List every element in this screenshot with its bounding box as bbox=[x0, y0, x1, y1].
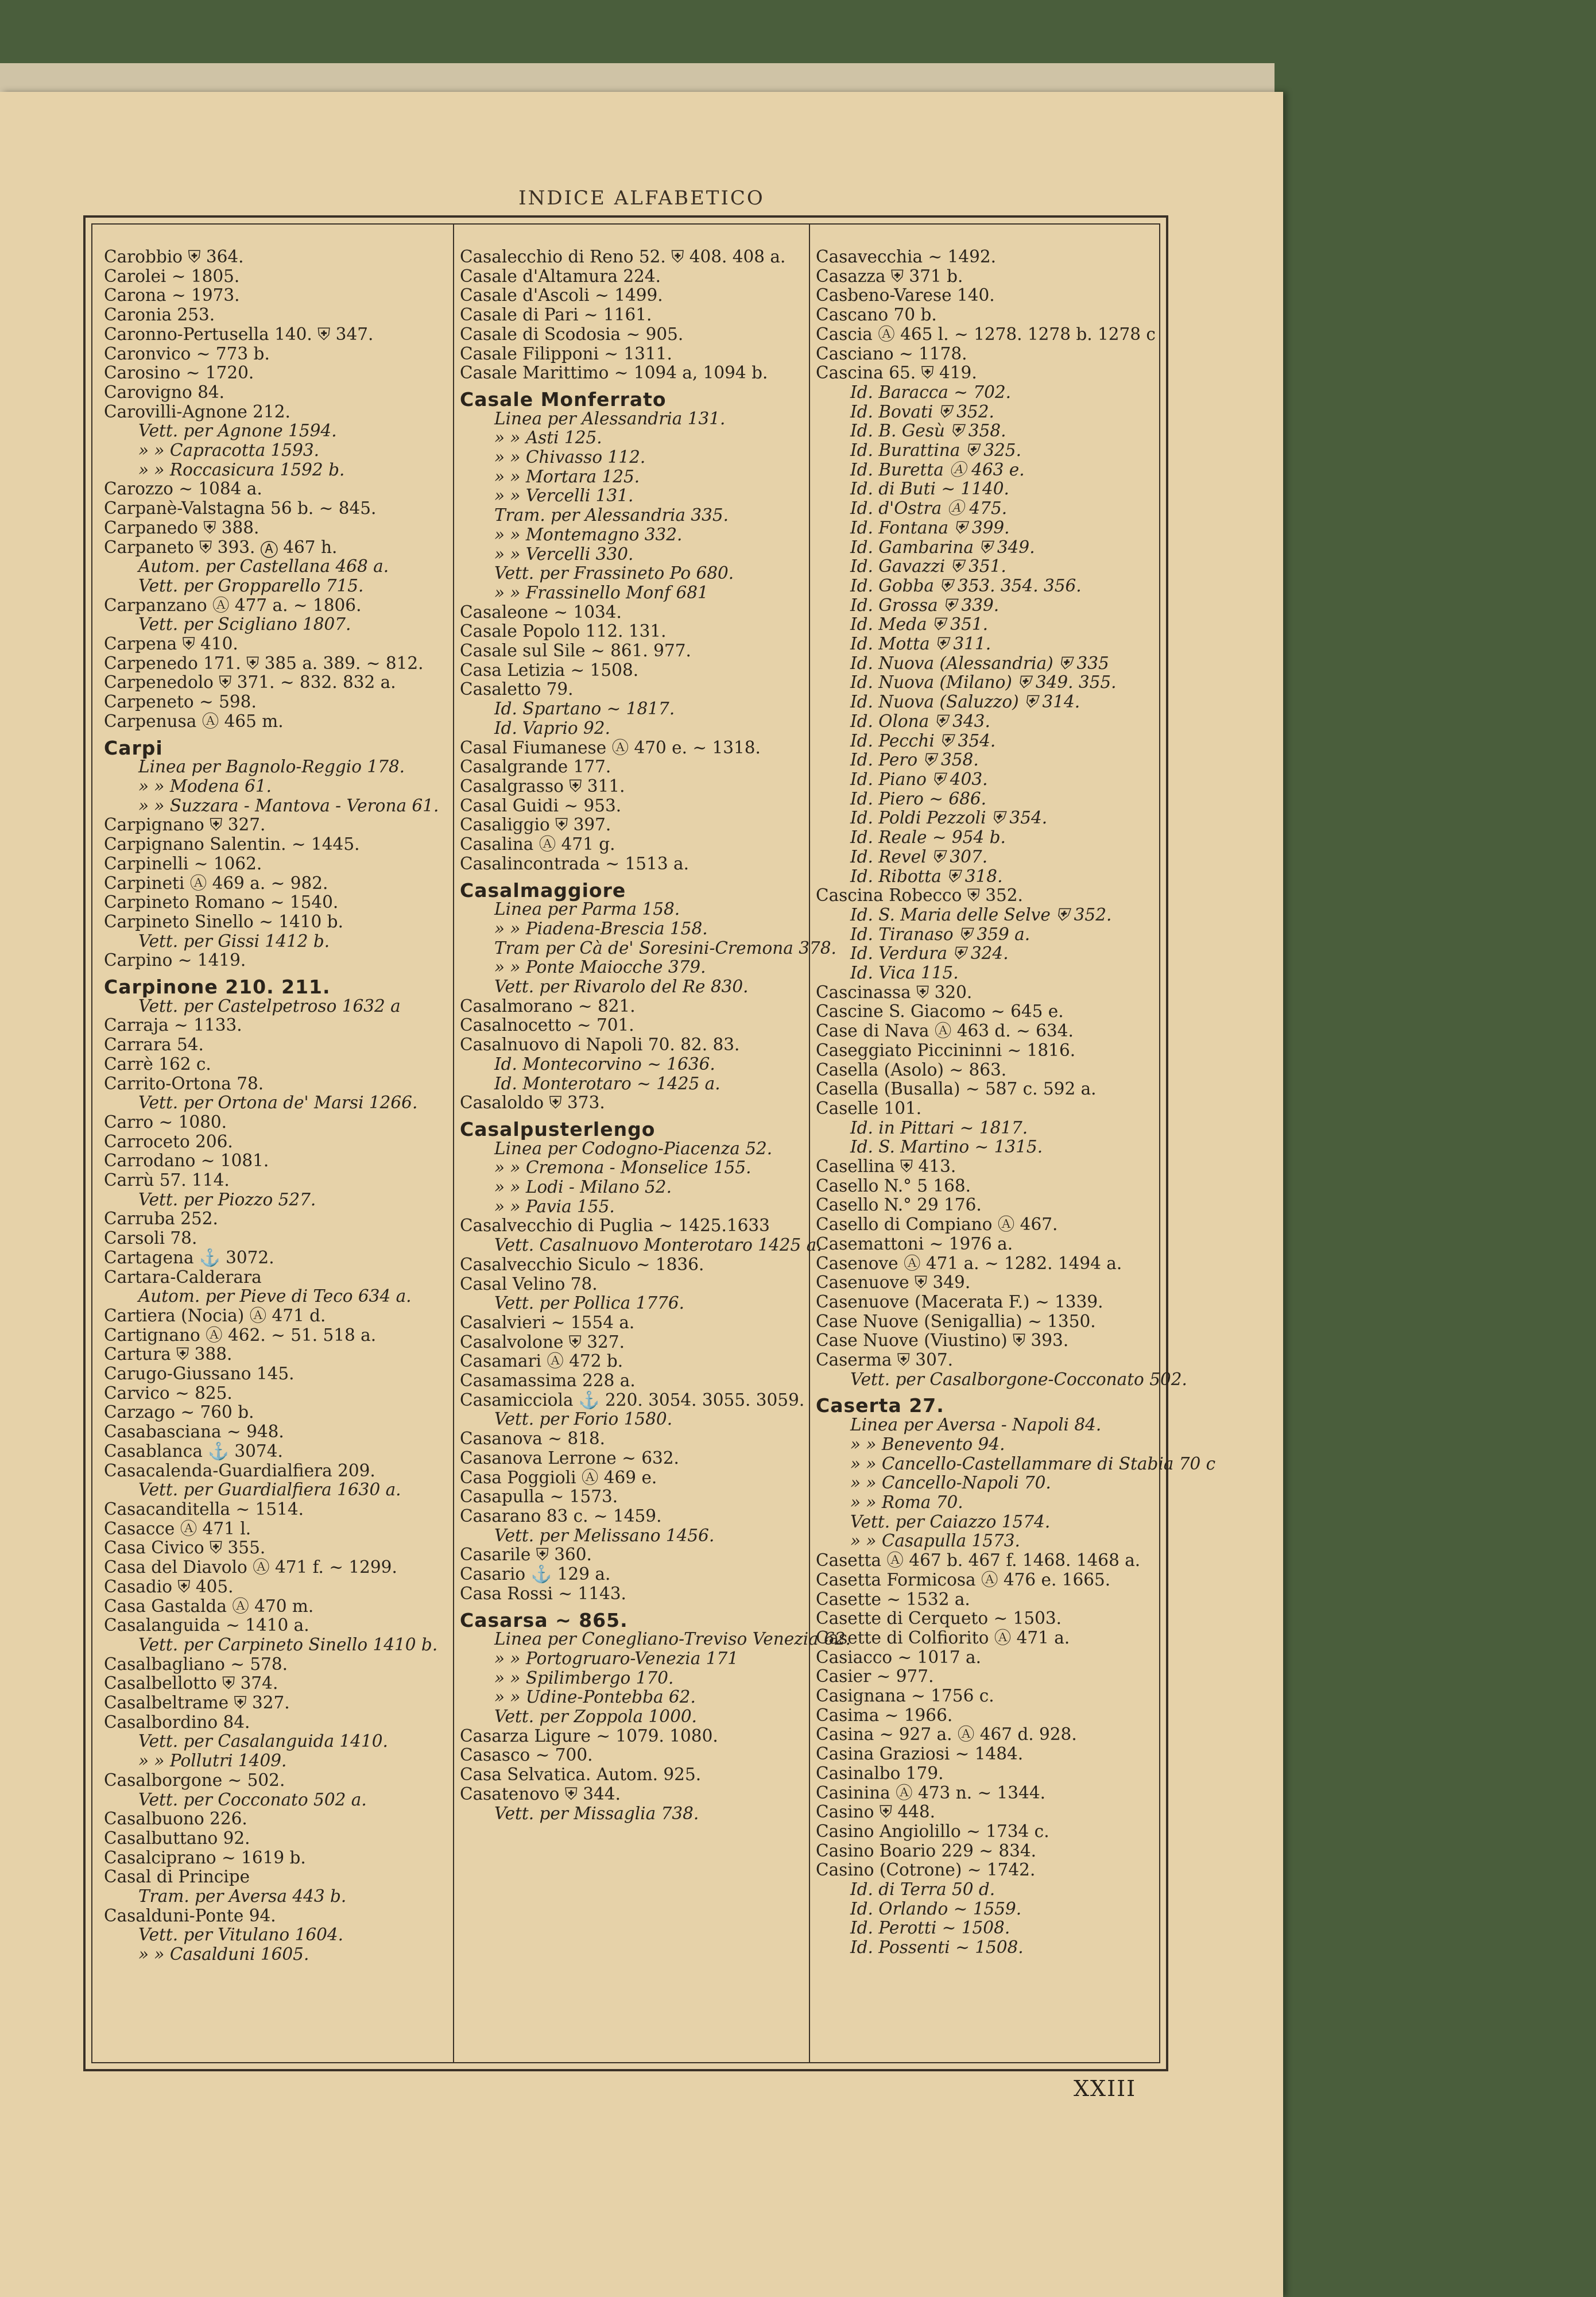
index-entry: Cartagena ⚓ 3072. bbox=[104, 1247, 274, 1267]
index-entry: Carraja ~ 1133. bbox=[104, 1015, 242, 1035]
index-entry: Casa Gastalda Ⓐ 470 m. bbox=[104, 1596, 314, 1616]
index-entry: » » Piadena-Brescia 158. bbox=[494, 918, 708, 938]
index-entry: Autom. per Castellana 468 a. bbox=[138, 556, 389, 577]
index-entry: » » Mortara 125. bbox=[494, 466, 640, 486]
index-entry: Carpinelli ~ 1062. bbox=[104, 853, 262, 873]
index-entry: Linea per Aversa - Napoli 84. bbox=[850, 1415, 1102, 1435]
index-entry: Vett. per Frassineto Po 680. bbox=[494, 563, 734, 583]
index-entry: Casalborgone ~ 502. bbox=[104, 1770, 285, 1790]
index-entry: » » Pollutri 1409. bbox=[138, 1751, 287, 1771]
index-entry: Carrito-Ortona 78. bbox=[104, 1073, 264, 1093]
index-entry: Casalbellotto ⛨ 374. bbox=[104, 1673, 278, 1693]
index-entry: Casale d'Ascoli ~ 1499. bbox=[460, 285, 663, 306]
index-entry: Casier ~ 977. bbox=[816, 1666, 934, 1687]
index-entry: Casalduni-Ponte 94. bbox=[104, 1905, 276, 1925]
index-heading: Casalpusterlengo bbox=[460, 1117, 656, 1140]
index-entry: Casalincontrada ~ 1513 a. bbox=[460, 853, 689, 873]
index-entry: Casamassima 228 a. bbox=[460, 1371, 636, 1391]
index-entry: Id. Pecchi ⛨ 354. bbox=[850, 730, 996, 751]
index-entry: Casbeno-Varese 140. bbox=[816, 285, 995, 306]
index-entry: Casa Poggioli Ⓐ 469 e. bbox=[460, 1467, 657, 1487]
index-entry: Casalina Ⓐ 471 g. bbox=[460, 834, 615, 854]
index-entry: Casella (Asolo) ~ 863. bbox=[816, 1059, 1007, 1080]
index-entry: Vett. per Guardialfiera 1630 a. bbox=[138, 1480, 401, 1500]
index-entry: Carozzo ~ 1084 a. bbox=[104, 479, 262, 499]
index-heading: Casale Monferrato bbox=[460, 388, 667, 411]
index-entry: Caseggiato Piccininni ~ 1816. bbox=[816, 1040, 1076, 1060]
index-entry: » » Benevento 94. bbox=[850, 1434, 1005, 1454]
index-entry: Id. Ribotta ⛨ 318. bbox=[850, 866, 1003, 886]
index-entry: Vett. per Agnone 1594. bbox=[138, 421, 337, 441]
index-entry: Casette di Colfiorito Ⓐ 471 a. bbox=[816, 1627, 1070, 1648]
index-entry: Id. d'Ostra Ⓐ 475. bbox=[850, 498, 1008, 519]
index-entry: Id. S. Maria delle Selve ⛨ 352. bbox=[850, 904, 1112, 925]
index-entry: Vett. per Forio 1580. bbox=[494, 1409, 673, 1429]
index-frame-inner bbox=[91, 223, 1216, 2063]
index-entry: Vett. per Casalanguida 1410. bbox=[138, 1731, 388, 1751]
index-entry: Id. Tiranaso ⛨ 359 a. bbox=[850, 924, 1031, 944]
index-entry: Id. Burattina ⛨ 325. bbox=[850, 440, 1021, 461]
index-entry: » » Pavia 155. bbox=[494, 1196, 615, 1216]
index-entry: Cartura ⛨ 388. bbox=[104, 1344, 233, 1364]
index-entry: Carobbio ⛨ 364. bbox=[104, 247, 244, 266]
index-entry: Carvico ~ 825. bbox=[104, 1383, 233, 1403]
index-entry: Cartiera (Nocia) Ⓐ 471 d. bbox=[104, 1305, 326, 1325]
index-entry: Casalbeltrame ⛨ 327. bbox=[104, 1693, 290, 1713]
index-entry: Casale Filipponi ~ 1311. bbox=[460, 343, 672, 364]
index-entry: Casasco ~ 700. bbox=[460, 1745, 593, 1765]
index-entry: Carsoli 78. bbox=[104, 1228, 197, 1248]
index-entry: Casalvecchio Siculo ~ 1836. bbox=[460, 1254, 704, 1274]
index-entry: Casale d'Altamura 224. bbox=[460, 266, 661, 286]
index-entry: Carpineti Ⓐ 469 a. ~ 982. bbox=[104, 873, 328, 893]
index-entry: Carzago ~ 760 b. bbox=[104, 1402, 254, 1422]
index-entry: Carpena ⛨ 410. bbox=[104, 634, 238, 654]
index-entry: Casello N.° 29 176. bbox=[816, 1195, 982, 1215]
index-entry: Casarza Ligure ~ 1079. 1080. bbox=[460, 1726, 718, 1746]
index-entry: Casalvecchio di Puglia ~ 1425.1633 bbox=[460, 1216, 770, 1236]
index-frame bbox=[83, 215, 1216, 2071]
index-entry: Casale di Scodosia ~ 905. bbox=[460, 324, 684, 344]
index-entry: » » Modena 61. bbox=[138, 776, 272, 796]
index-entry: » » Montemagno 332. bbox=[494, 524, 683, 544]
index-entry: Linea per Alessandria 131. bbox=[494, 408, 726, 428]
index-entry: Caronno-Pertusella 140. ⛨ 347. bbox=[104, 324, 374, 344]
index-entry: Id. Bovati ⛨ 352. bbox=[850, 401, 994, 421]
index-entry: Casal Fiumanese Ⓐ 470 e. ~ 1318. bbox=[460, 737, 761, 757]
index-entry: Casacanditella ~ 1514. bbox=[104, 1499, 304, 1519]
index-entry: Id. Nuova (Alessandria) ⛨ 335 bbox=[850, 653, 1109, 673]
index-entry: Casaloldo ⛨ 373. bbox=[460, 1093, 605, 1113]
index-entry: Case di Nava Ⓐ 463 d. ~ 634. bbox=[816, 1021, 1074, 1041]
index-entry: Carrodano ~ 1081. bbox=[104, 1151, 269, 1171]
index-entry: Id. Revel ⛨ 307. bbox=[850, 846, 988, 867]
index-entry: Id. Possenti ~ 1508. bbox=[850, 1938, 1024, 1958]
index-entry: Id. Monterotaro ~ 1425 a. bbox=[494, 1073, 720, 1093]
index-entry: Carona ~ 1973. bbox=[104, 285, 240, 306]
index-entry: » » Capracotta 1593. bbox=[138, 440, 319, 461]
index-entry: Vett. per Cocconato 502 a. bbox=[138, 1789, 367, 1809]
index-column-1 bbox=[104, 248, 448, 2051]
index-entry: Id. Poldi Pezzoli ⛨ 354. bbox=[850, 808, 1048, 828]
index-entry: Vett. per Gissi 1412 b. bbox=[138, 931, 330, 951]
index-entry: Casaliggio ⛨ 397. bbox=[460, 815, 611, 835]
page-header: INDICE ALFABETICO bbox=[518, 187, 765, 210]
index-entry: Casarile ⛨ 360. bbox=[460, 1545, 592, 1565]
index-entry: Casal di Principe bbox=[104, 1867, 250, 1887]
index-entry: » » Lodi - Milano 52. bbox=[494, 1177, 672, 1197]
index-entry: Carroceto 206. bbox=[104, 1131, 233, 1151]
index-entry: Carro ~ 1080. bbox=[104, 1112, 227, 1132]
index-entry: Casetta Ⓐ 467 b. 467 f. 1468. 1468 a. bbox=[816, 1550, 1141, 1571]
index-entry: Id. Piero ~ 686. bbox=[850, 788, 987, 809]
index-entry: Carrù 57. 114. bbox=[104, 1170, 230, 1190]
index-entry: Carpanè-Valstagna 56 b. ~ 845. bbox=[104, 498, 377, 519]
index-entry: Casellina ⛨ 413. bbox=[816, 1157, 956, 1177]
index-entry: Casazza ⛨ 371 b. bbox=[816, 266, 963, 286]
index-entry: » » Roccasicura 1592 b. bbox=[138, 459, 345, 479]
index-entry: Carrè 162 c. bbox=[104, 1054, 211, 1074]
index-entry: Casalciprano ~ 1619 b. bbox=[104, 1847, 306, 1867]
index-entry: Vett. per Zoppola 1000. bbox=[494, 1707, 697, 1727]
index-entry: Carpino ~ 1419. bbox=[104, 950, 246, 970]
index-entry: Casalecchio di Reno 52. ⛨ 408. 408 a. bbox=[460, 247, 786, 266]
index-heading: Casarsa ~ 865. bbox=[460, 1608, 628, 1631]
index-entry: Casalanguida ~ 1410 a. bbox=[104, 1615, 309, 1635]
index-entry: Casignana ~ 1756 c. bbox=[816, 1686, 994, 1706]
index-entry: Carpineto Romano ~ 1540. bbox=[104, 892, 339, 912]
index-entry: Carpeneto ~ 598. bbox=[104, 692, 257, 712]
index-entry: Casal Guidi ~ 953. bbox=[460, 795, 622, 815]
index-entry: Vett. per Scigliano 1807. bbox=[138, 614, 351, 635]
index-entry: » » Vercelli 330. bbox=[494, 544, 634, 564]
index-entry: Carpanedo ⛨ 388. bbox=[104, 517, 259, 537]
index-entry: » » Casapulla 1573. bbox=[850, 1531, 1020, 1551]
index-entry: Case Nuove (Senigallia) ~ 1350. bbox=[816, 1311, 1096, 1331]
index-entry: Casa del Diavolo Ⓐ 471 f. ~ 1299. bbox=[104, 1557, 397, 1577]
index-entry: Carruba 252. bbox=[104, 1209, 218, 1229]
index-entry: Vett. per Pollica 1776. bbox=[494, 1293, 684, 1313]
index-entry: Id. Verdura ⛨ 324. bbox=[850, 943, 1009, 964]
index-entry: Vett. per Carpineto Sinello 1410 b. bbox=[138, 1634, 438, 1654]
index-entry: » » Asti 125. bbox=[494, 428, 602, 448]
index-entry: Casabasciana ~ 948. bbox=[104, 1422, 284, 1442]
index-entry: Vett. per Melissano 1456. bbox=[494, 1525, 715, 1545]
index-entry: Casino Angiolillo ~ 1734 c. bbox=[816, 1821, 1049, 1841]
index-entry: Casacalenda-Guardialfiera 209. bbox=[104, 1460, 375, 1480]
index-entry: Id. Baracca ~ 702. bbox=[850, 382, 1012, 402]
index-entry: Id. Olona ⛨ 343. bbox=[850, 711, 990, 731]
index-entry: Vett. per Vitulano 1604. bbox=[138, 1925, 344, 1945]
index-entry: Id. Gambarina ⛨ 349. bbox=[850, 537, 1035, 557]
index-entry: Casciano ~ 1178. bbox=[816, 343, 967, 364]
column-divider bbox=[453, 225, 454, 2062]
index-entry: Carpenedolo ⛨ 371. ~ 832. 832 a. bbox=[104, 672, 396, 693]
index-entry: Casiacco ~ 1017 a. bbox=[816, 1647, 982, 1667]
index-entry: Casette ~ 1532 a. bbox=[816, 1589, 970, 1609]
index-entry: Carovigno 84. bbox=[104, 382, 225, 402]
index-entry: Id. Montecorvino ~ 1636. bbox=[494, 1054, 715, 1074]
index-entry: Casalmorano ~ 821. bbox=[460, 996, 636, 1016]
page-number: XXIII bbox=[1074, 2076, 1137, 2101]
index-entry: Casamicciola ⚓ 220. 3054. 3055. 3059. bbox=[460, 1390, 805, 1410]
index-entry: Tram. per Aversa 443 b. bbox=[138, 1886, 347, 1907]
index-entry: » » Suzzara - Mantova - Verona 61. bbox=[138, 795, 439, 815]
index-entry: Casale di Pari ~ 1161. bbox=[460, 305, 652, 325]
index-entry: Cascina 65. ⛨ 419. bbox=[816, 363, 977, 383]
index-entry: Carosino ~ 1720. bbox=[104, 363, 254, 383]
index-entry: » » Vercelli 131. bbox=[494, 486, 634, 506]
index-entry: Carpignano Salentin. ~ 1445. bbox=[104, 834, 360, 854]
index-entry: Casenuove ⛨ 349. bbox=[816, 1273, 971, 1293]
index-entry: Casetta Formicosa Ⓐ 476 e. 1665. bbox=[816, 1569, 1111, 1590]
index-entry: Casenuove (Macerata F.) ~ 1339. bbox=[816, 1291, 1103, 1312]
index-entry: Carovilli-Agnone 212. bbox=[104, 401, 290, 421]
index-entry: Linea per Conegliano-Treviso Venezia 62. bbox=[494, 1629, 851, 1649]
index-entry: Caserma ⛨ 307. bbox=[816, 1350, 953, 1370]
index-entry: Casanova ~ 818. bbox=[460, 1429, 606, 1449]
index-entry: Cartara-Calderara bbox=[104, 1267, 262, 1287]
index-entry: Id. Grossa ⛨ 339. bbox=[850, 595, 1000, 615]
index-entry: Casima ~ 1966. bbox=[816, 1705, 953, 1725]
index-entry: Linea per Codogno-Piacenza 52. bbox=[494, 1138, 773, 1158]
index-entry: Id. Meda ⛨ 351. bbox=[850, 614, 988, 635]
index-entry: » » Chivasso 112. bbox=[494, 447, 646, 467]
index-entry: Id. Motta ⛨ 311. bbox=[850, 634, 991, 654]
index-entry: Id. Gobba ⛨ 353. 354. 356. bbox=[850, 575, 1082, 595]
index-entry: » » Cremona - Monselice 155. bbox=[494, 1158, 751, 1178]
index-entry: Id. in Pittari ~ 1817. bbox=[850, 1117, 1028, 1138]
index-entry: Casa Rossi ~ 1143. bbox=[460, 1583, 626, 1603]
index-entry: » » Udine-Pontebba 62. bbox=[494, 1687, 696, 1707]
index-column-2 bbox=[460, 247, 851, 2051]
index-entry: Carpanzano Ⓐ 477 a. ~ 1806. bbox=[104, 595, 362, 615]
index-entry: Casavecchia ~ 1492. bbox=[816, 247, 996, 266]
index-entry: Id. Perotti ~ 1508. bbox=[850, 1918, 1010, 1938]
index-entry: » » Spilimbergo 170. bbox=[494, 1668, 674, 1688]
index-entry: Casario ⚓ 129 a. bbox=[460, 1564, 611, 1584]
index-entry: Vett. per Ortona de' Marsi 1266. bbox=[138, 1093, 418, 1113]
index-entry: Casello N.° 5 168. bbox=[816, 1175, 971, 1196]
index-entry: » » Casalduni 1605. bbox=[138, 1944, 309, 1965]
index-entry: Casalbuttano 92. bbox=[104, 1828, 250, 1848]
index-entry: Caselle 101. bbox=[816, 1098, 922, 1118]
index-entry: Id. B. Gesù ⛨ 358. bbox=[850, 421, 1006, 441]
index-entry: Casina Graziosi ~ 1484. bbox=[816, 1744, 1024, 1764]
index-entry: Casale Popolo 112. 131. bbox=[460, 621, 667, 641]
index-entry: Id. Nuova (Milano) ⛨ 349. 355. bbox=[850, 672, 1117, 693]
index-entry: Carpineto Sinello ~ 1410 b. bbox=[104, 911, 343, 931]
index-entry: Cascine S. Giacomo ~ 645 e. bbox=[816, 1001, 1064, 1022]
index-heading: Casalmaggiore bbox=[460, 879, 626, 902]
index-entry: Tram. per Alessandria 335. bbox=[494, 505, 729, 525]
index-entry: Id. Vica 115. bbox=[850, 963, 959, 983]
index-entry: Id. Pero ⛨ 358. bbox=[850, 750, 979, 770]
index-entry: Autom. per Pieve di Teco 634 a. bbox=[138, 1286, 412, 1306]
index-entry: Carpenusa Ⓐ 465 m. bbox=[104, 711, 284, 731]
index-entry: Casatenovo ⛨ 344. bbox=[460, 1784, 621, 1804]
index-entry: Casello di Compiano Ⓐ 467. bbox=[816, 1215, 1058, 1235]
index-entry: Carrara 54. bbox=[104, 1035, 204, 1055]
index-entry: Casalbordino 84. bbox=[104, 1712, 250, 1732]
index-entry: Id. Spartano ~ 1817. bbox=[494, 699, 675, 719]
index-entry: Casinina Ⓐ 473 n. ~ 1344. bbox=[816, 1782, 1045, 1803]
index-heading: Carpinone 210. 211. bbox=[104, 976, 331, 999]
index-entry: Casalgrande 177. bbox=[460, 757, 611, 777]
index-entry: Casamari Ⓐ 472 b. bbox=[460, 1351, 623, 1371]
index-entry: Vett. per Gropparello 715. bbox=[138, 575, 364, 595]
index-entry: Casemattoni ~ 1976 a. bbox=[816, 1233, 1013, 1254]
index-entry: Tram per Cà de' Soresini-Cremona 378. bbox=[494, 938, 836, 958]
index-entry: Casadio ⛨ 405. bbox=[104, 1576, 234, 1596]
index-entry: » » Cancello-Castellammare di Stabia 70 c bbox=[850, 1453, 1216, 1474]
index-entry: Casa Selvatica. Autom. 925. bbox=[460, 1765, 702, 1785]
index-entry: Casaletto 79. bbox=[460, 679, 574, 699]
index-entry: Casette di Cerqueto ~ 1503. bbox=[816, 1608, 1062, 1629]
index-entry: Casapulla ~ 1573. bbox=[460, 1487, 618, 1507]
index-entry: Casale sul Sile ~ 861. 977. bbox=[460, 641, 691, 661]
index-entry: Case Nuove (Viustino) ⛨ 393. bbox=[816, 1331, 1069, 1351]
index-entry: Vett. per Casalborgone-Cocconato 502. bbox=[850, 1369, 1187, 1389]
index-entry: Id. Buretta Ⓐ 463 e. bbox=[850, 459, 1025, 479]
index-entry: Caronvico ~ 773 b. bbox=[104, 343, 270, 364]
index-entry: Caronia 253. bbox=[104, 305, 215, 325]
index-entry: Casalbagliano ~ 578. bbox=[104, 1654, 288, 1674]
index-entry: Carolei ~ 1805. bbox=[104, 266, 240, 286]
index-heading: Caserta 27. bbox=[816, 1394, 944, 1417]
index-entry: Linea per Parma 158. bbox=[494, 899, 680, 919]
index-entry: Casino (Cotrone) ~ 1742. bbox=[816, 1860, 1036, 1880]
index-entry: Casalnuovo di Napoli 70. 82. 83. bbox=[460, 1035, 740, 1055]
index-entry: Carpaneto ⛨ 393. Ⓐ 467 h. bbox=[104, 537, 338, 557]
index-entry: Id. di Buti ~ 1140. bbox=[850, 479, 1009, 499]
index-entry: Id. Nuova (Saluzzo) ⛨ 314. bbox=[850, 692, 1080, 712]
index-entry: Casale Marittimo ~ 1094 a, 1094 b. bbox=[460, 363, 768, 383]
index-entry: Casablanca ⚓ 3074. bbox=[104, 1441, 283, 1461]
index-entry: Id. Vaprio 92. bbox=[494, 718, 610, 738]
index-entry: Casenove Ⓐ 471 a. ~ 1282. 1494 a. bbox=[816, 1253, 1122, 1273]
index-entry: Casina ~ 927 a. Ⓐ 467 d. 928. bbox=[816, 1724, 1077, 1745]
index-entry: » » Roma 70. bbox=[850, 1492, 963, 1512]
index-entry: Casalvolone ⛨ 327. bbox=[460, 1332, 625, 1352]
index-entry: » » Portogruaro-Venezia 171 bbox=[494, 1648, 738, 1668]
index-entry: Casino ⛨ 448. bbox=[816, 1802, 936, 1822]
index-entry: Casal Velino 78. bbox=[460, 1274, 598, 1294]
index-entry: Casacce Ⓐ 471 l. bbox=[104, 1518, 251, 1538]
index-entry: Vett. per Missaglia 738. bbox=[494, 1803, 699, 1823]
index-entry: Casalbuono 226. bbox=[104, 1809, 247, 1829]
index-entry: Carugo-Giussano 145. bbox=[104, 1364, 295, 1384]
index-entry: » » Cancello-Napoli 70. bbox=[850, 1473, 1051, 1493]
index-entry: Id. Reale ~ 954 b. bbox=[850, 827, 1006, 848]
index-entry: Cascina Robecco ⛨ 352. bbox=[816, 885, 1023, 906]
index-entry: Vett. per Caiazzo 1574. bbox=[850, 1511, 1051, 1532]
index-entry: Id. Orlando ~ 1559. bbox=[850, 1898, 1022, 1919]
index-entry: Carpignano ⛨ 327. bbox=[104, 815, 266, 835]
index-entry: Casanova Lerrone ~ 632. bbox=[460, 1448, 679, 1468]
index-entry: Casalvieri ~ 1554 a. bbox=[460, 1312, 635, 1332]
index-entry: Cascano 70 b. bbox=[816, 305, 937, 325]
book-page bbox=[0, 92, 1283, 2297]
index-entry: Cartignano Ⓐ 462. ~ 51. 518 a. bbox=[104, 1325, 377, 1345]
index-entry: Linea per Bagnolo-Reggio 178. bbox=[138, 757, 405, 777]
index-entry: Casa Letizia ~ 1508. bbox=[460, 660, 639, 680]
index-entry: Cascinassa ⛨ 320. bbox=[816, 982, 973, 1002]
index-entry: Vett. per Rivarolo del Re 830. bbox=[494, 977, 749, 997]
index-entry: Vett. Casalnuovo Monterotaro 1425 a. bbox=[494, 1235, 822, 1255]
index-entry: Casa Civico ⛨ 355. bbox=[104, 1538, 266, 1558]
index-entry: Id. Piano ⛨ 403. bbox=[850, 769, 988, 789]
index-column-3 bbox=[816, 247, 1216, 2051]
column-divider bbox=[809, 225, 810, 2062]
index-entry: Casaleone ~ 1034. bbox=[460, 602, 622, 622]
index-entry: Casinalbo 179. bbox=[816, 1763, 944, 1783]
index-entry: » » Ponte Maiocche 379. bbox=[494, 957, 706, 977]
index-entry: Cascia Ⓐ 465 l. ~ 1278. 1278 b. 1278 c bbox=[816, 324, 1156, 344]
index-entry: » » Frassinello Monf 681 bbox=[494, 582, 708, 602]
index-entry: Casarano 83 c. ~ 1459. bbox=[460, 1506, 662, 1526]
index-entry: Casino Boario 229 ~ 834. bbox=[816, 1840, 1037, 1861]
index-entry: Id. S. Martino ~ 1315. bbox=[850, 1137, 1043, 1157]
index-entry: Casalnocetto ~ 701. bbox=[460, 1015, 634, 1035]
index-entry: Id. Gavazzi ⛨ 351. bbox=[850, 556, 1006, 577]
index-entry: Id. Fontana ⛨ 399. bbox=[850, 517, 1010, 537]
index-entry: Casalgrasso ⛨ 311. bbox=[460, 776, 625, 796]
index-entry: Vett. per Castelpetroso 1632 a bbox=[138, 996, 401, 1016]
index-entry: Casella (Busalla) ~ 587 c. 592 a. bbox=[816, 1079, 1097, 1099]
index-entry: Vett. per Piozzo 527. bbox=[138, 1189, 316, 1209]
index-entry: Carpenedo 171. ⛨ 385 a. 389. ~ 812. bbox=[104, 653, 424, 673]
index-entry: Id. di Terra 50 d. bbox=[850, 1880, 995, 1900]
index-heading: Carpi bbox=[104, 736, 163, 759]
